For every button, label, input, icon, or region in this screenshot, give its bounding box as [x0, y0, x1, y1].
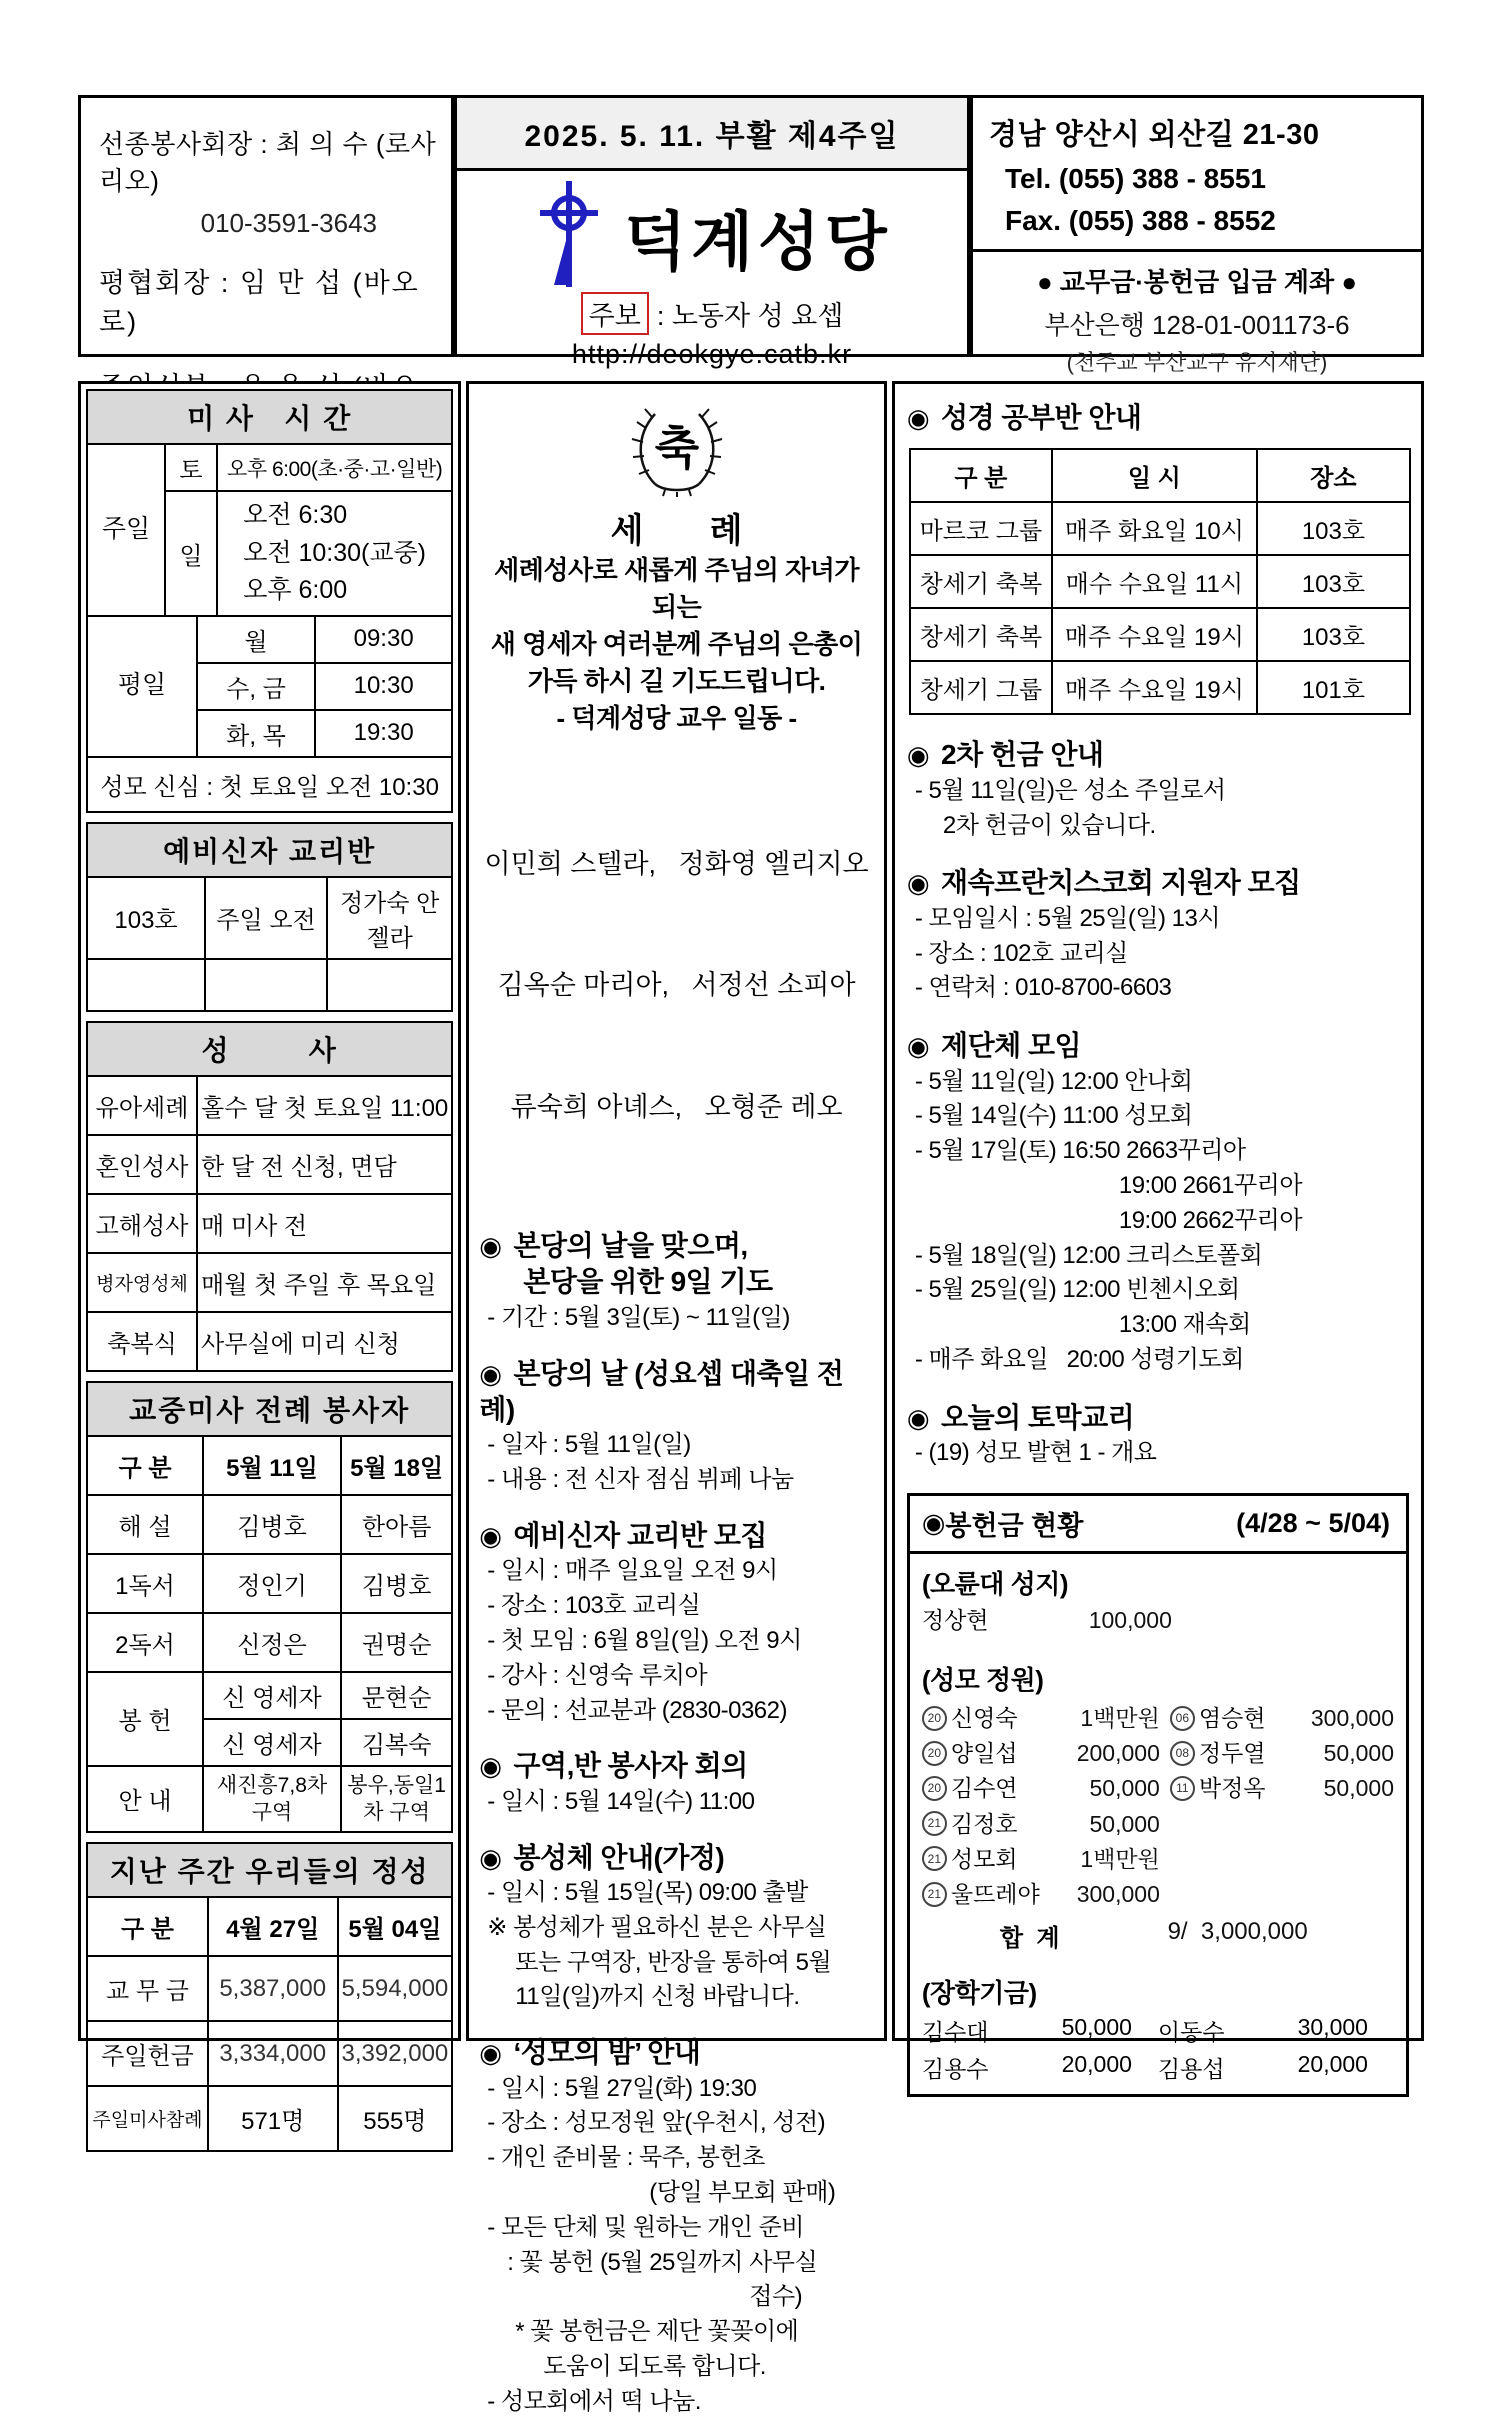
donation-amount: 100,000: [1088, 1606, 1172, 1633]
donation-amount: 300,000: [1310, 1705, 1394, 1732]
announcement-line: - 첫 모임 : 6월 8일(일) 오전 9시: [487, 1626, 802, 1654]
announcement-servants-meeting: [479, 1748, 874, 1819]
donation-entry: [922, 1808, 1160, 1840]
week-amount: 5,594,000: [338, 1956, 453, 2021]
donation-amount: 1백만원: [1080, 1845, 1160, 1872]
donation-date-badge: 06: [1170, 1706, 1195, 1731]
sacrament-label: 병자영성체: [87, 1253, 197, 1312]
donor-name: 염승현: [1198, 1705, 1266, 1732]
catechumen-time: 주일 오전: [205, 877, 327, 959]
announcement-line: - 장소 : 103호 교리실: [487, 1592, 701, 1620]
server-role: 해 설: [87, 1495, 203, 1554]
server-name: 권명순: [341, 1613, 452, 1672]
announcement-line: ※ 봉성체가 필요하신 분은 사무실: [487, 1913, 827, 1941]
donation-date-badge: 08: [1170, 1741, 1195, 1766]
donation-entry: [922, 1878, 1160, 1910]
donation-amount: 50,000: [1089, 1775, 1160, 1802]
middle-column: [466, 381, 887, 2415]
donation-amount: 200,000: [1076, 1740, 1160, 1767]
donation-entry: [922, 1737, 1160, 1769]
officer-phone: 010-3591-3643: [200, 208, 377, 238]
franciscan-recruit-section: [907, 865, 1409, 1006]
donation-entry: [922, 1604, 1172, 1636]
announcement-line: - 연락처 : 010-8700-6603: [914, 974, 1172, 1002]
bible-time: 매주 화요일 10시: [1052, 502, 1257, 555]
donation-amount: 50,000: [1089, 1810, 1160, 1837]
account-number: 부산은행 128-01-001173-6: [1044, 310, 1350, 340]
main-columns: [78, 381, 1424, 2415]
donation-amount: 1백만원: [1080, 1705, 1160, 1732]
announcement-line: - 성모회에서 떡 나눔.: [487, 2387, 701, 2415]
sacrament-value: 홀수 달 첫 토요일 11:00: [197, 1076, 452, 1135]
server-role: 안 내: [87, 1766, 203, 1833]
week-row-label: 주일헌금: [87, 2021, 208, 2086]
mass-sun-time-1: 오전 6:30: [243, 501, 348, 529]
server-name: 김복숙: [341, 1719, 452, 1766]
donation-entry: [1158, 2051, 1394, 2084]
week-amount: 3,334,000: [208, 2021, 338, 2086]
donation-entry: [1170, 1702, 1394, 1734]
announcement-line: 11일(일)까지 신청 바랍니다.: [515, 1983, 800, 2011]
donor-name: 성모회: [950, 1845, 1018, 1872]
church-name-row: [457, 171, 967, 298]
mass-sun-label: 일: [165, 491, 217, 616]
donation-date-badge: 21: [922, 1811, 947, 1836]
announcement-line: - 일시 : 5월 14일(수) 11:00: [487, 1787, 755, 1815]
announcement-line: - 장소 : 성모정원 앞(우천시, 성전): [487, 2109, 826, 2137]
server-name: 신정은: [203, 1613, 341, 1672]
section-title: 2차 헌금 안내: [941, 739, 1104, 771]
announcement-line: - 문의 : 선교분과 (2830-0362): [487, 1696, 787, 1724]
catechumen-empty-2: [205, 959, 327, 1011]
section-bullet-icon: ◉: [479, 1520, 502, 1551]
weekly-offering-title: 지난 주간 우리들의 정성: [86, 1842, 453, 1898]
bible-header-time: 일 시: [1052, 449, 1257, 502]
patron-text: : 노동자 성 요셉: [656, 301, 844, 331]
meeting-line: 19:00 2662꾸리아: [1118, 1206, 1303, 1234]
donations-title: 봉헌금 현황: [945, 1510, 1084, 1541]
mass-times-table-top: [86, 443, 453, 617]
mass-times-table-bottom: [86, 615, 453, 813]
bulletin-page: [78, 95, 1424, 2415]
meeting-line: - 5월 18일(일) 12:00 크리스토폴회: [914, 1241, 1263, 1269]
section-bullet-icon: ◉: [906, 403, 930, 433]
section-title: 본당의 날 (성요셉 대축일 전례): [479, 1357, 844, 1425]
servers-table: [86, 1435, 453, 1834]
announcement-line: - 모든 단체 및 원하는 개인 준비: [487, 2213, 804, 2241]
section-title: ‘성모의 밤’ 안내: [513, 2037, 701, 2069]
donor-name: 신영숙: [950, 1705, 1018, 1732]
donor-name: 김수대: [921, 2019, 989, 2046]
announcement-line: - 강사 : 신영숙 루치아: [487, 1661, 708, 1689]
donor-name: 이동수: [1157, 2019, 1225, 2046]
second-collection-section: [907, 737, 1409, 843]
catechumen-empty-1: [87, 959, 205, 1011]
catechumen-section: [86, 822, 453, 1012]
week-header-kind: 구 분: [87, 1897, 208, 1956]
donation-date-badge: 11: [1170, 1776, 1195, 1801]
church-name: 덕계성당: [624, 205, 892, 278]
server-name: 정인기: [203, 1554, 341, 1613]
baptism-message-line: 가득 하시 길 기도드립니다.: [527, 665, 826, 696]
donor-name: 울뜨레야: [950, 1881, 1040, 1908]
catechumen-empty-3: [327, 959, 452, 1011]
donation-entry: [922, 1843, 1160, 1875]
donor-name: 김용수: [921, 2056, 989, 2083]
section-title-line2: 본당을 위한 9일 기도: [523, 1266, 773, 1298]
announcement-line: - 일시 : 5월 27일(화) 19:30: [487, 2074, 757, 2102]
catechumen-title: 예비신자 교리반: [86, 822, 453, 878]
donor-name: 양일섭: [950, 1740, 1018, 1767]
meeting-line: 19:00 2661꾸리아: [1118, 1171, 1303, 1199]
website-url: http://deokgye.catb.kr: [571, 339, 853, 369]
account-title: ● 교무금·봉헌금 입금 계좌 ●: [1036, 267, 1358, 297]
group-meetings-section: [907, 1028, 1409, 1378]
donor-name: 김용섭: [1157, 2056, 1225, 2083]
garden-donations: [922, 1699, 1394, 1910]
garden-donations-right: [1170, 1699, 1394, 1910]
weekly-offering-table: [86, 1896, 453, 2152]
donations-box: [907, 1493, 1409, 2097]
meeting-line: - 5월 25일(일) 12:00 빈첸시오회: [914, 1276, 1240, 1304]
section-title: 제단체 모임: [941, 1030, 1082, 1062]
donor-name: 정상현: [921, 1606, 989, 1633]
week-header-date2: 5월 04일: [338, 1897, 453, 1956]
patron-badge: 주보: [581, 292, 649, 335]
week-amount: 3,392,000: [338, 2021, 453, 2086]
garden-donations-left: [922, 1699, 1160, 1910]
account-note: (천주교 부산교구 유지재단): [1066, 350, 1328, 375]
mass-sun-times: [217, 491, 452, 616]
baptized-names-line: 김옥순 마리아, 서정선 소피아: [497, 970, 856, 1001]
announcement-marian-night: [479, 2035, 874, 2419]
server-role: 2독서: [87, 1613, 203, 1672]
sacrament-value: 사무실에 미리 신청: [197, 1312, 452, 1371]
donation-total-label: 합 계: [999, 1925, 1060, 1953]
servers-header-date2: 5월 18일: [341, 1436, 452, 1495]
section-bullet-icon: ◉: [906, 740, 930, 771]
section-bullet-icon: ◉: [479, 1358, 502, 1389]
donor-name: 김수연: [950, 1775, 1018, 1802]
server-name: 김병호: [341, 1554, 452, 1613]
donation-entry: [922, 1702, 1160, 1734]
section-title: 예비신자 교리반 모집: [513, 1519, 767, 1551]
catechumen-teacher: 정가숙 안젤라: [327, 877, 452, 959]
donation-total-row: [922, 1918, 1394, 1953]
announcement-line: (당일 부모회 판매): [649, 2178, 836, 2206]
section-bullet-icon: ◉: [479, 1231, 502, 1262]
donation-entry: [922, 2051, 1158, 2084]
server-name: 문현순: [341, 1672, 452, 1719]
section-title: 성경 공부반 안내: [941, 402, 1142, 433]
section-bullet-icon: ◉: [479, 1751, 502, 1782]
announcement-line: 접수): [749, 2283, 803, 2311]
servers-title: 교중미사 전례 봉사자: [86, 1381, 453, 1437]
server-name: 한아름: [341, 1495, 452, 1554]
bible-header-group: 구 분: [910, 449, 1052, 502]
donor-name: 김정호: [950, 1810, 1018, 1837]
mass-sun-time-3: 오후 6:00: [243, 576, 348, 604]
mass-wedfri-time: 10:30: [315, 663, 452, 710]
donation-group-label: (장학기금): [921, 1978, 1037, 2009]
bank-account-block: [973, 252, 1421, 387]
bible-study-table: [909, 448, 1411, 715]
mass-mon-time: 09:30: [315, 616, 452, 663]
server-name: 김병호: [203, 1495, 341, 1554]
sacrament-label: 혼인성사: [87, 1135, 197, 1194]
server-role: 봉 헌: [87, 1672, 203, 1766]
server-name: 신 영세자: [203, 1719, 341, 1766]
mass-sat-label: 토: [165, 444, 217, 491]
donation-amount: 30,000: [1297, 2014, 1368, 2041]
section-bullet-icon: ◉: [921, 1507, 946, 1538]
donations-period: (4/28 ~ 5/04): [1236, 1507, 1390, 1538]
donation-entry: [922, 2014, 1158, 2047]
donation-date-badge: 20: [922, 1776, 947, 1801]
section-title: 본당의 날을 맞으며,: [513, 1230, 748, 1262]
scholarship-row: [922, 2051, 1394, 2084]
officer-line-1: 선종봉사회장 : 최 의 수 (로사리오): [99, 129, 437, 196]
sacrament-label: 축복식: [87, 1312, 197, 1371]
left-column: [78, 381, 461, 2136]
sacraments-table: [86, 1075, 453, 1372]
section-bullet-icon: ◉: [906, 868, 930, 899]
section-title: 봉성체 안내(가정): [513, 1841, 725, 1873]
header: [78, 95, 1424, 375]
announcement-parish-day: [479, 1356, 874, 1498]
week-attendance: 555명: [338, 2086, 453, 2151]
server-name: 봉우,동일1차 구역: [341, 1766, 452, 1833]
announcement-line: - 내용 : 전 신자 점심 뷔페 나눔: [487, 1466, 794, 1494]
bible-time: 매주 수요일 19시: [1052, 608, 1257, 661]
section-bullet-icon: ◉: [479, 2038, 502, 2069]
donation-entry: [1158, 2014, 1394, 2047]
mass-wedfri-label: 수, 금: [197, 663, 315, 710]
sacrament-value: 매 미사 전: [197, 1194, 452, 1253]
meeting-line: - 5월 17일(토) 16:50 2663꾸리아: [914, 1137, 1246, 1165]
weekly-offering-section: [86, 1842, 453, 2152]
section-bullet-icon: ◉: [906, 1031, 930, 1062]
sacraments-title: 성 사: [86, 1021, 453, 1077]
donation-amount: 20,000: [1297, 2051, 1368, 2078]
week-row-label: 교 무 금: [87, 1956, 208, 2021]
donation-total-value: 9/ 3,000,000: [1167, 1918, 1308, 1946]
bible-time: 매주 수요일 19시: [1052, 661, 1257, 714]
baptized-names-line: 이민희 스텔라, 정화영 엘리지오: [484, 848, 869, 879]
mass-sun-time-2: 오전 10:30(교중): [243, 538, 427, 567]
meeting-line: 13:00 재속회: [1118, 1311, 1251, 1339]
week-header-date1: 4월 27일: [208, 1897, 338, 1956]
church-fax: Fax. (055) 388 - 8552: [1005, 205, 1276, 236]
announcement-line: - 개인 준비물 : 묵주, 봉헌초: [487, 2144, 765, 2172]
section-title: 구역,반 봉사자 회의: [513, 1750, 748, 1782]
right-column: [892, 381, 1424, 2083]
announcement-line: * 꽃 봉헌금은 제단 꽃꽂이에: [515, 2318, 799, 2346]
donation-date-badge: 20: [922, 1741, 947, 1766]
announcement-line: - (19) 성모 발현 1 - 개요: [914, 1439, 1157, 1467]
congrats-character: 축: [654, 422, 699, 474]
bible-group: 창세기 그룹: [910, 661, 1052, 714]
cross-logo-icon: [532, 175, 606, 298]
servers-header-date1: 5월 11일: [203, 1436, 341, 1495]
mass-tuethu-label: 화, 목: [197, 710, 315, 757]
announcement-line: - 일자 : 5월 11일(일): [487, 1431, 691, 1459]
patron-line: [457, 292, 967, 335]
server-name: 신 영세자: [203, 1672, 341, 1719]
donation-entry: [1170, 1737, 1394, 1769]
announcement-line: 또는 구역장, 반장을 통하여 5월: [515, 1948, 832, 1976]
donation-amount: 50,000: [1323, 1740, 1394, 1767]
section-bullet-icon: ◉: [906, 1402, 930, 1433]
announcement-parish-novena: [479, 1228, 874, 1336]
catechumen-room: 103호: [87, 877, 205, 959]
baptized-names: [479, 763, 874, 1209]
header-center: [454, 95, 970, 369]
announcement-line: - 5월 11일(일)은 성소 주일로서: [914, 776, 1226, 804]
servers-header-role: 구 분: [87, 1436, 203, 1495]
laurel-wreath-icon: [479, 400, 874, 501]
sacrament-value: 한 달 전 신청, 면담: [197, 1135, 452, 1194]
server-role: 1독서: [87, 1554, 203, 1613]
section-title: 재속프란치스코회 지원자 모집: [941, 867, 1301, 899]
bible-room: 103호: [1257, 608, 1410, 661]
mass-tuethu-time: 19:30: [315, 710, 452, 757]
mass-times-section: [86, 389, 453, 813]
bible-study-section: [907, 400, 1409, 715]
donor-name: 박정옥: [1198, 1775, 1266, 1802]
bible-room: 101호: [1257, 661, 1410, 714]
mass-sat-time: 오후 6:00(초·중·고·일반): [217, 444, 452, 491]
church-address: 경남 양산시 외산길 21-30: [989, 119, 1320, 151]
donations-body: [910, 1554, 1406, 2094]
contact-block: [973, 98, 1421, 252]
week-attendance: 571명: [208, 2086, 338, 2151]
donation-amount: 300,000: [1076, 1881, 1160, 1908]
donation-group-label: (성모 정원): [921, 1665, 1044, 1696]
header-left-officers: [78, 95, 454, 357]
announcement-line: - 장소 : 102호 교리실: [914, 939, 1128, 967]
donor-name: 정두열: [1198, 1740, 1266, 1767]
bible-room: 103호: [1257, 555, 1410, 608]
week-amount: 5,387,000: [208, 1956, 338, 2021]
todays-catechism-section: [907, 1400, 1409, 1471]
bulletin-date: 2025. 5. 11. 부활 제4주일: [457, 98, 967, 171]
week-row-label: 주일미사참례: [87, 2086, 208, 2151]
sacrament-label: 유아세례: [87, 1076, 197, 1135]
mass-mon-label: 월: [197, 616, 315, 663]
announcement-line: - 기간 : 5월 3일(토) ~ 11일(일): [487, 1303, 790, 1331]
donation-group-label: (오륜대 성지): [921, 1568, 1068, 1599]
announcement-line: 2차 헌금이 있습니다.: [942, 811, 1156, 839]
bible-time: 매수 수요일 11시: [1052, 555, 1257, 608]
catechumen-table: [86, 876, 453, 1012]
bible-room: 103호: [1257, 502, 1410, 555]
donation-entry: [1170, 1772, 1394, 1804]
church-tel: Tel. (055) 388 - 8551: [1005, 163, 1266, 194]
sacrament-value: 매월 첫 주일 후 목요일: [197, 1253, 452, 1312]
mass-weekday-group: 평일: [87, 616, 197, 757]
baptism-message-sign: - 덕계성당 교우 일동 -: [556, 702, 797, 733]
sacrament-label: 고해성사: [87, 1194, 197, 1253]
donation-entry: [922, 1772, 1160, 1804]
server-name: 새진흥7,8차 구역: [203, 1766, 341, 1833]
servers-section: [86, 1381, 453, 1834]
bible-group: 창세기 축복: [910, 555, 1052, 608]
mass-marian-note: 성모 신심 : 첫 토요일 오전 10:30: [87, 757, 452, 812]
announcement-line: - 일시 : 매주 일요일 오전 9시: [487, 1557, 778, 1585]
meeting-line: - 5월 11일(일) 12:00 안나회: [914, 1067, 1193, 1095]
officer-line-2: 평협회장 : 임 만 섭 (바오로): [99, 268, 420, 337]
bible-group: 창세기 축복: [910, 608, 1052, 661]
baptism-message-line: 새 영세자 여러분께 주님의 은총이: [490, 628, 863, 659]
donation-date-badge: 21: [922, 1882, 947, 1907]
donation-amount: 50,000: [1061, 2014, 1132, 2041]
sacraments-section: [86, 1021, 453, 1372]
announcement-line: - 일시 : 5월 15일(목) 09:00 출발: [487, 1878, 808, 1906]
section-title: 오늘의 토막교리: [941, 1401, 1135, 1433]
baptism-message-line: 세례성사로 새롭게 주님의 자녀가 되는: [494, 555, 859, 622]
mass-times-title: 미 사 시 간: [86, 389, 453, 445]
donations-header: [910, 1496, 1406, 1554]
baptism-title: 세 례: [610, 512, 743, 550]
section-bullet-icon: ◉: [479, 1842, 502, 1873]
mass-sunday-group: 주일: [87, 444, 165, 616]
announcement-catechumen-recruit: [479, 1518, 874, 1728]
announcement-line: 도움이 되도록 합니다.: [543, 2352, 766, 2380]
announcement-line: - 모임일시 : 5월 25일(일) 13시: [914, 904, 1221, 932]
donation-date-badge: 20: [922, 1706, 947, 1731]
donation-date-badge: 21: [922, 1846, 947, 1871]
announcement-home-communion: [479, 1840, 874, 2016]
announcement-line: : 꽃 봉헌 (5월 25일까지 사무실: [507, 2248, 818, 2276]
bible-group: 마르코 그룹: [910, 502, 1052, 555]
donation-amount: 50,000: [1323, 1775, 1394, 1802]
bible-header-room: 장소: [1257, 449, 1410, 502]
meeting-line: - 5월 14일(수) 11:00 성모회: [914, 1102, 1193, 1130]
baptized-names-line: 류숙희 아녜스, 오형준 레오: [510, 1091, 843, 1122]
scholarship-row: [922, 2014, 1394, 2047]
header-right-contact: [970, 95, 1424, 375]
meeting-line: - 매주 화요일 20:00 성령기도회: [914, 1345, 1244, 1373]
donation-amount: 20,000: [1061, 2051, 1132, 2078]
